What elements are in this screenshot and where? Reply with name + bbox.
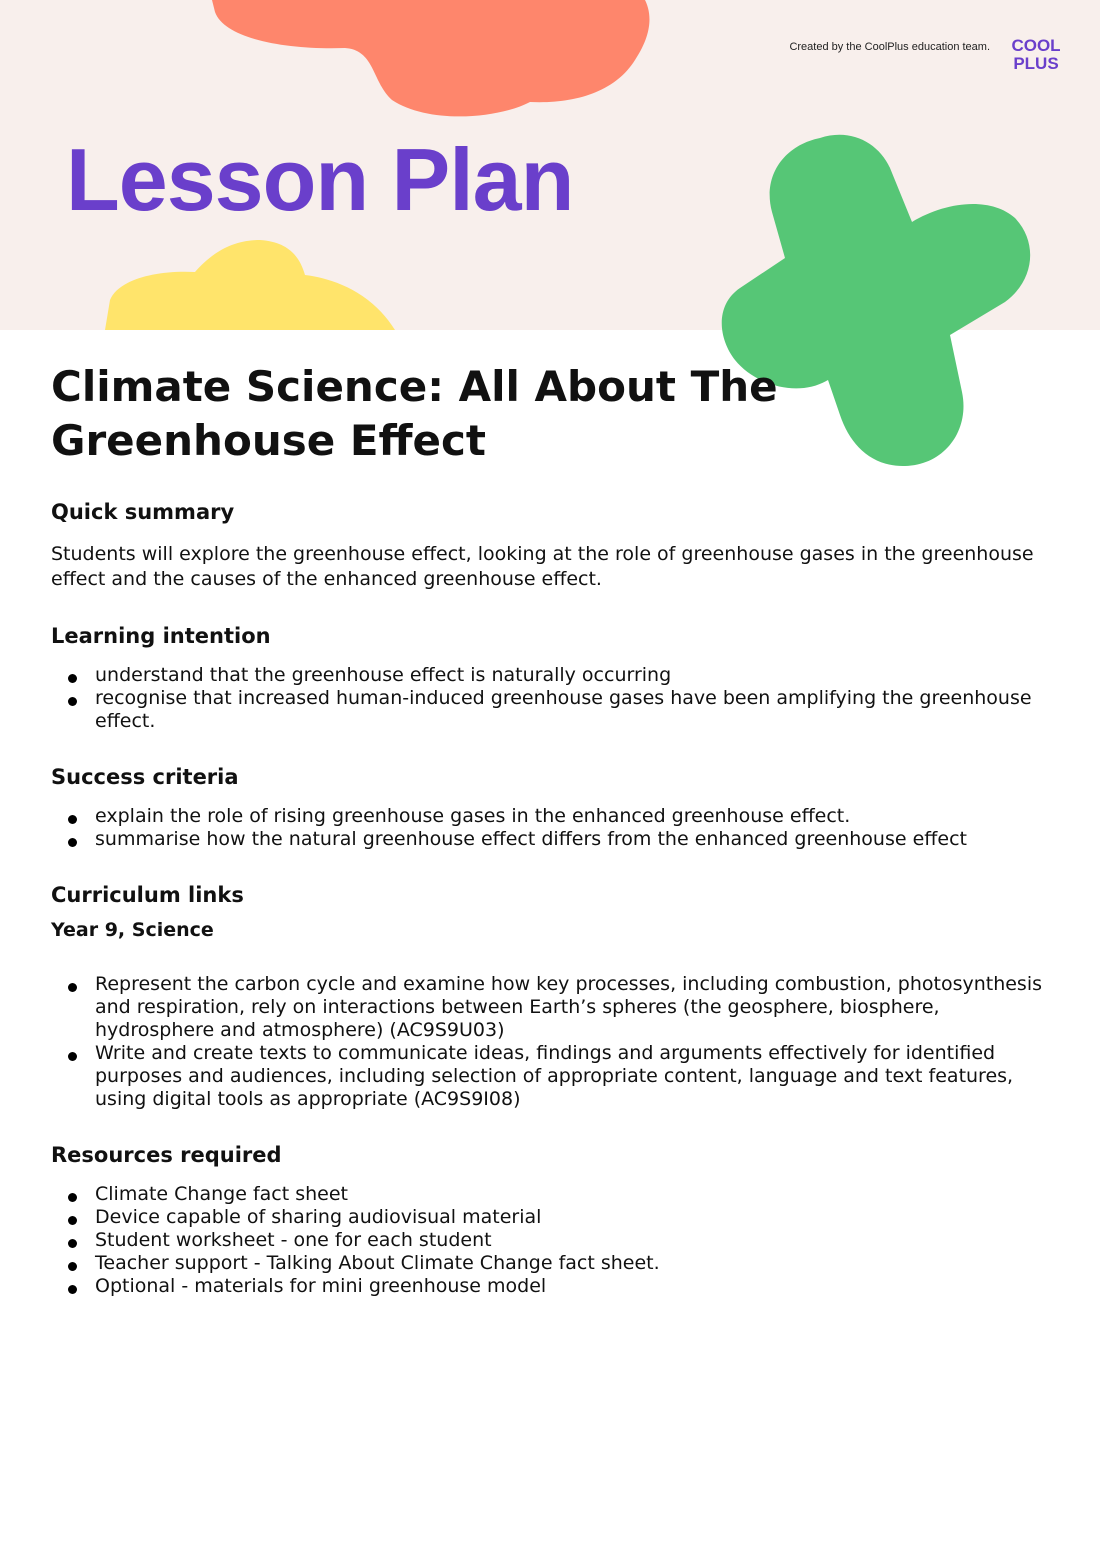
list-item-text: understand that the greenhouse effect is naturally occurring — [95, 664, 672, 686]
success-criteria-list — [51, 805, 1051, 851]
bullet-icon — [68, 697, 77, 706]
yellow-blob-shape — [105, 240, 395, 330]
bullet-icon — [68, 815, 77, 824]
list-item-text: Teacher support - Talking About Climate Change fact sheet. — [95, 1252, 660, 1274]
curriculum-subheading: Year 9, Science — [51, 919, 214, 941]
bullet-icon — [68, 838, 77, 847]
lesson-title: Climate Science: All About The Greenhouse Effect — [51, 362, 778, 465]
bullet-icon — [68, 1193, 77, 1202]
lesson-plan-heading: Lesson Plan — [66, 130, 574, 229]
bullet-icon — [68, 1052, 77, 1061]
bullet-icon — [68, 1239, 77, 1248]
list-item — [51, 1206, 1051, 1229]
list-item-text: Student worksheet - one for each student — [95, 1229, 492, 1251]
learning-intention-heading: Learning intention — [51, 624, 271, 648]
logo-line-plus: PLUS — [1013, 54, 1059, 72]
summary-text: Students will explore the greenhouse effect, looking at the role of greenhouse gases in the greenhouse effect and the causes of the enhanced greenhouse effect. — [51, 543, 1034, 590]
resources-list — [51, 1183, 1051, 1298]
list-item — [51, 1275, 1051, 1298]
logo-line-cool: COOL — [1011, 36, 1061, 55]
bullet-icon — [68, 983, 77, 992]
credit-text: Created by the CoolPlus education team. — [789, 41, 990, 53]
list-item — [51, 805, 1051, 828]
bullet-icon — [68, 1262, 77, 1271]
curriculum-links-heading: Curriculum links — [51, 883, 244, 907]
learning-intention-list — [51, 664, 1051, 733]
bullet-icon — [68, 1285, 77, 1294]
list-item — [51, 1042, 1051, 1111]
list-item-text: Represent the carbon cycle and examine how key processes, including combustion, photosynthesis and respiration, rely on interactions between Earth’s spheres (the geosphere, biosphere, hydrosphere and atmosphere) (AC9S9U03) — [95, 973, 1043, 1041]
list-item — [51, 973, 1051, 1042]
resources-heading: Resources required — [51, 1143, 282, 1167]
list-item-text: Climate Change fact sheet — [95, 1183, 348, 1205]
success-criteria-heading: Success criteria — [51, 765, 239, 789]
list-item — [51, 828, 1051, 851]
lesson-content — [51, 360, 1051, 1298]
list-item-text: summarise how the natural greenhouse effect differs from the enhanced greenhouse effect — [95, 828, 967, 850]
list-item — [51, 1252, 1051, 1275]
list-item-text: Optional - materials for mini greenhouse model — [95, 1275, 547, 1297]
summary-heading: Quick summary — [51, 500, 235, 524]
bullet-icon — [68, 674, 77, 683]
list-item-text: recognise that increased human-induced greenhouse gases have been amplifying the greenhouse effect. — [95, 687, 1032, 732]
coolplus-logo — [1004, 34, 1068, 72]
list-item-text: Write and create texts to communicate ideas, findings and arguments effectively for identified purposes and audiences, including selection of appropriate content, language and text features, using digital tools as appropriate (AC9S9I08) — [95, 1042, 1014, 1110]
bullet-icon — [68, 1216, 77, 1225]
list-item — [51, 1229, 1051, 1252]
curriculum-links-list — [51, 973, 1051, 1111]
list-item-text: Device capable of sharing audiovisual material — [95, 1206, 542, 1228]
list-item — [51, 1183, 1051, 1206]
coral-blob-shape — [212, 0, 649, 116]
list-item-text: explain the role of rising greenhouse gases in the enhanced greenhouse effect. — [95, 805, 851, 827]
list-item — [51, 687, 1051, 733]
list-item — [51, 664, 1051, 687]
